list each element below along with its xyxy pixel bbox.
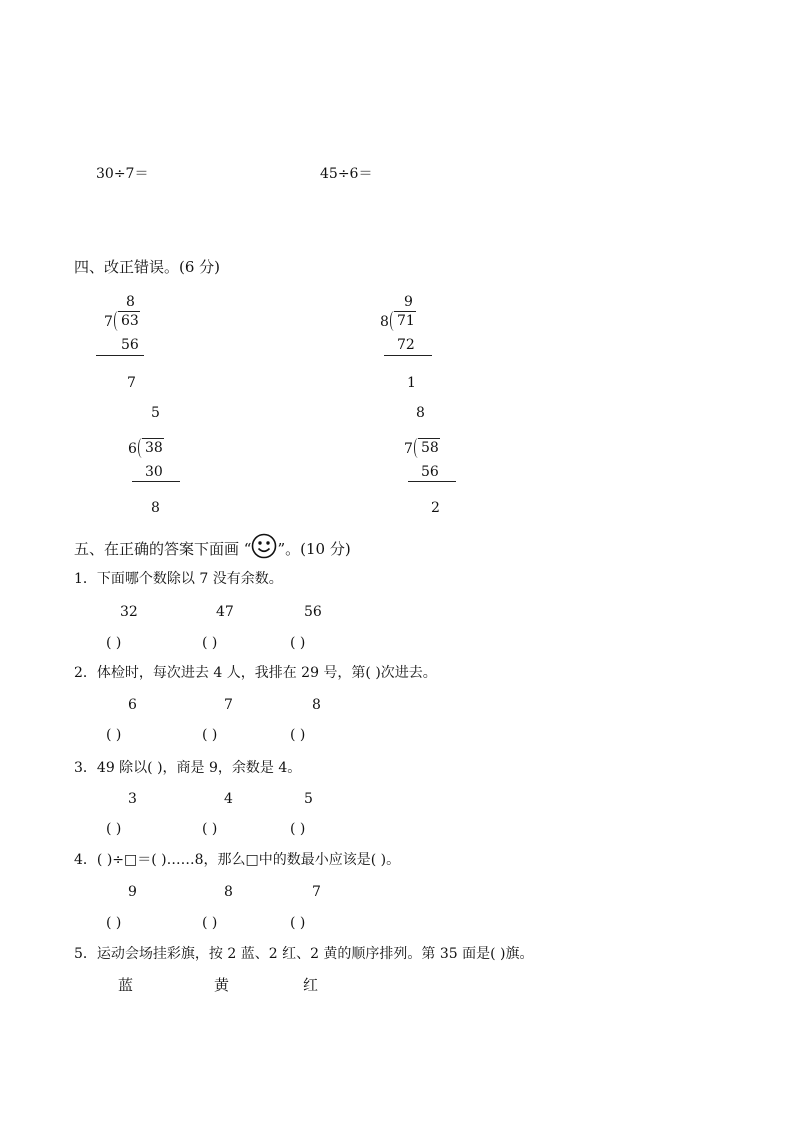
division-bar xyxy=(394,311,416,312)
quotient: 8 xyxy=(416,405,425,421)
division-bracket xyxy=(138,438,144,458)
division-bracket xyxy=(114,311,120,331)
q2-blank-a[interactable]: ( ) xyxy=(106,727,122,743)
quotient: 9 xyxy=(404,294,413,310)
division-bracket xyxy=(390,311,396,331)
quotient: 8 xyxy=(126,294,135,310)
dividend: 58 xyxy=(421,440,439,456)
calc-30-div-7: 30÷7＝ xyxy=(96,166,149,182)
section5-title-prefix: 五、在正确的答案下面画 “ xyxy=(74,540,252,558)
dividend: 71 xyxy=(397,313,415,329)
divisor: 7 xyxy=(404,441,413,457)
product: 30 xyxy=(145,464,163,480)
question-1: 1．下面哪个数除以 7 没有余数。 xyxy=(74,571,283,587)
division-bar xyxy=(118,311,140,312)
q3-option-a: 3 xyxy=(128,791,137,807)
q1-option-c: 56 xyxy=(304,604,322,620)
division-bracket xyxy=(414,438,420,458)
q1-blank-a[interactable]: ( ) xyxy=(106,635,122,651)
q4-blank-c[interactable]: ( ) xyxy=(290,915,306,931)
question-4: 4．( )÷□＝( )……8，那么□中的数最小应该是( )。 xyxy=(74,852,401,868)
q4-blank-b[interactable]: ( ) xyxy=(202,915,218,931)
q1-blank-b[interactable]: ( ) xyxy=(202,635,218,651)
q2-blank-b[interactable]: ( ) xyxy=(202,727,218,743)
q2-option-a: 6 xyxy=(128,697,137,713)
q3-blank-a[interactable]: ( ) xyxy=(106,821,122,837)
q5-option-a: 蓝 xyxy=(118,976,134,994)
subtraction-line xyxy=(384,355,432,356)
product: 72 xyxy=(397,337,415,353)
q4-option-c: 7 xyxy=(312,884,321,900)
q3-option-c: 5 xyxy=(304,791,313,807)
q3-blank-c[interactable]: ( ) xyxy=(290,821,306,837)
divisor: 8 xyxy=(380,314,389,330)
subtraction-line xyxy=(408,481,456,482)
question-5: 5．运动会场挂彩旗，按 2 蓝、2 红、2 黄的顺序排列。第 35 面是( )旗。 xyxy=(74,946,534,962)
remainder: 2 xyxy=(431,500,440,516)
subtraction-line xyxy=(96,355,144,356)
q1-option-a: 32 xyxy=(120,604,138,620)
smiley-face-icon xyxy=(251,533,277,567)
product: 56 xyxy=(121,337,139,353)
section5-title-suffix: ”。(10 分) xyxy=(277,540,351,558)
q3-option-b: 4 xyxy=(224,791,233,807)
q2-blank-c[interactable]: ( ) xyxy=(290,727,306,743)
remainder: 1 xyxy=(407,375,416,391)
calc-45-div-6: 45÷6＝ xyxy=(320,166,373,182)
q4-blank-a[interactable]: ( ) xyxy=(106,915,122,931)
question-3: 3．49 除以( )，商是 9，余数是 4。 xyxy=(74,760,302,776)
division-bar xyxy=(418,438,440,439)
section4-title: 四、改正错误。(6 分) xyxy=(74,258,221,276)
q2-option-c: 8 xyxy=(312,697,321,713)
quotient: 5 xyxy=(151,405,160,421)
q4-option-a: 9 xyxy=(128,884,137,900)
q5-option-c: 红 xyxy=(303,976,319,994)
q5-option-b: 黄 xyxy=(214,976,230,994)
divisor: 7 xyxy=(104,314,113,330)
product: 56 xyxy=(421,464,439,480)
remainder: 8 xyxy=(151,500,160,516)
dividend: 38 xyxy=(145,440,163,456)
divisor: 6 xyxy=(128,441,137,457)
q4-option-b: 8 xyxy=(224,884,233,900)
section5-title xyxy=(74,533,351,559)
question-2: 2．体检时，每次进去 4 人，我排在 29 号，第( )次进去。 xyxy=(74,665,437,681)
q2-option-b: 7 xyxy=(224,697,233,713)
dividend: 63 xyxy=(121,313,139,329)
q1-blank-c[interactable]: ( ) xyxy=(290,635,306,651)
q1-option-b: 47 xyxy=(216,604,234,620)
q3-blank-b[interactable]: ( ) xyxy=(202,821,218,837)
division-bar xyxy=(142,438,164,439)
remainder: 7 xyxy=(127,375,136,391)
subtraction-line xyxy=(132,481,180,482)
